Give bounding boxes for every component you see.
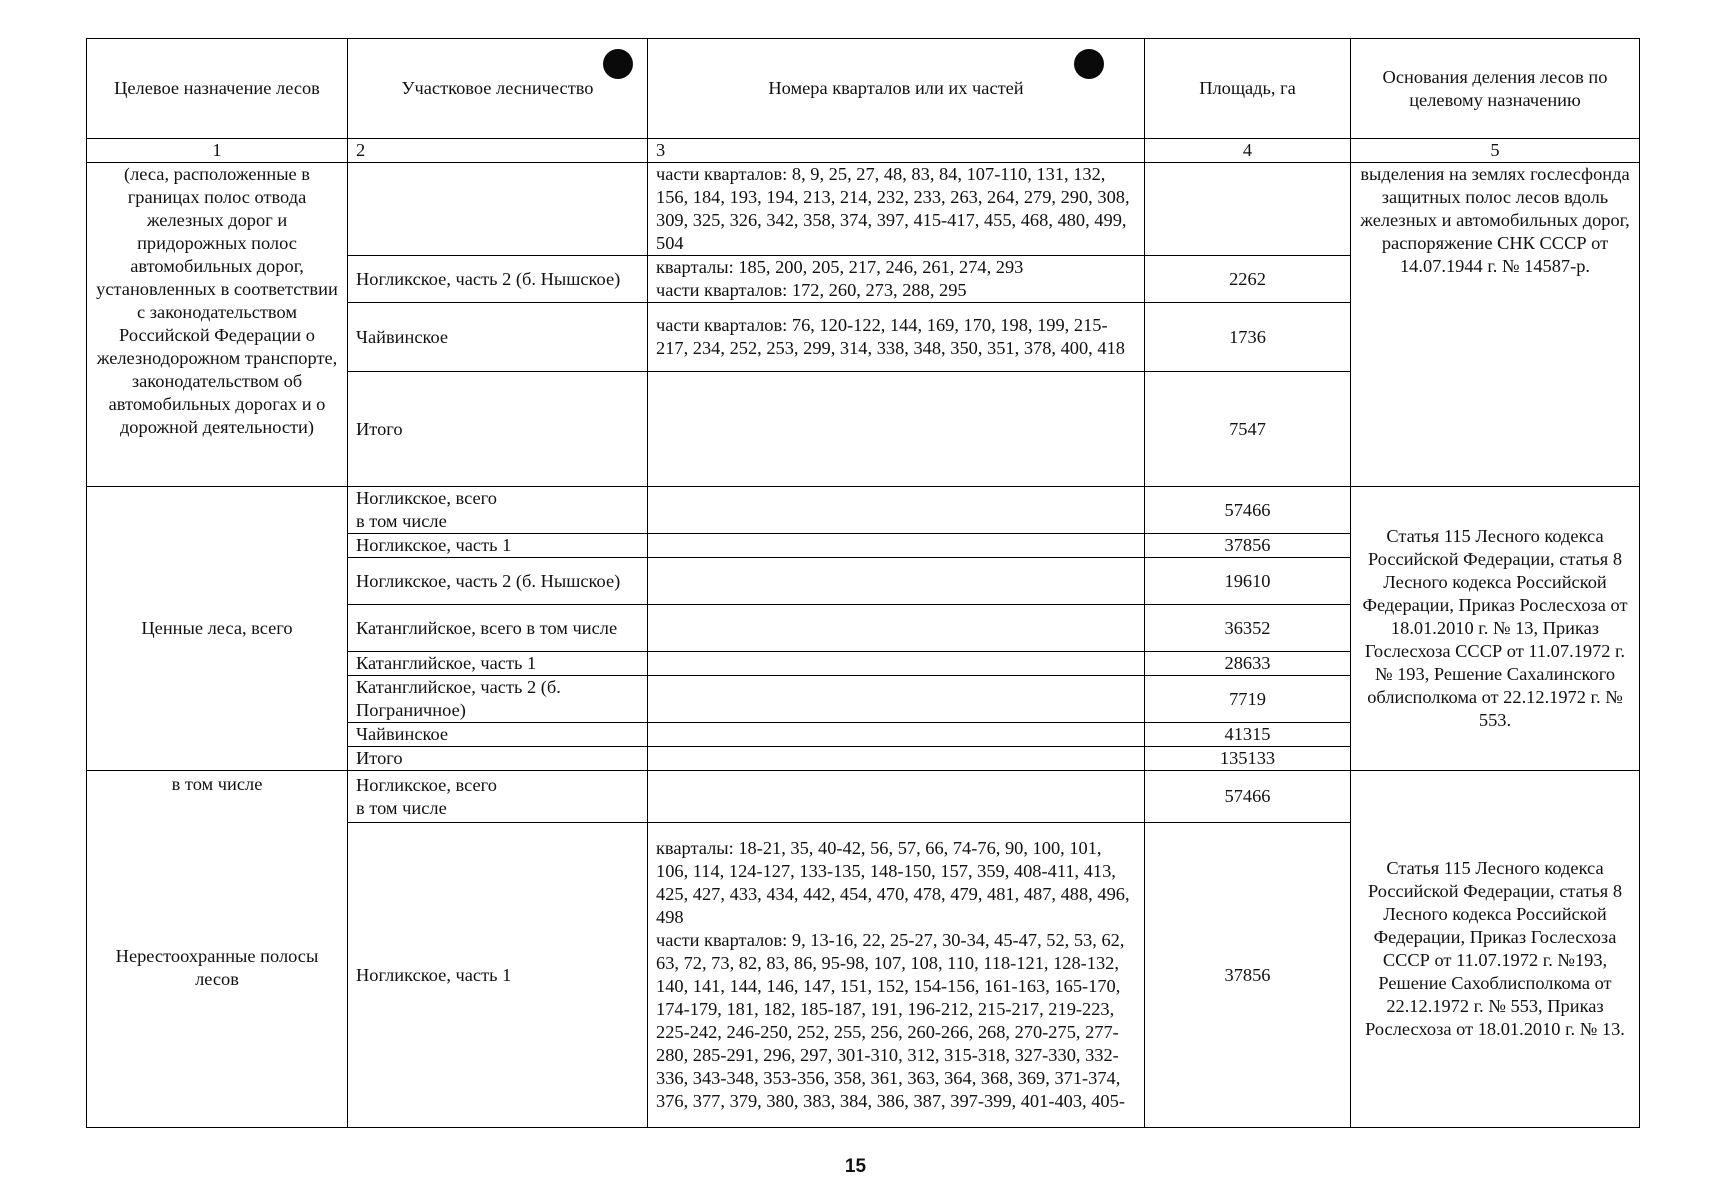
quarters-cell: части кварталов: 8, 9, 25, 27, 48, 83, 84, 107-110, 131, 132, 156, 184, 193, 194, 213, 214, 232, 233, 263, 264, 279, 290, 308, 309, 325, 326, 342, 358, 374, 397, 415-417, 455, 468, 480, 499, 504	[648, 163, 1145, 256]
quarters-cell	[648, 676, 1145, 723]
area-cell: 37856	[1145, 823, 1351, 1128]
quarters-cell	[648, 747, 1145, 771]
quarters-cell	[648, 652, 1145, 676]
area-cell: 57466	[1145, 487, 1351, 534]
header-purpose: Целевое назначение лесов	[87, 39, 348, 139]
forest-purpose-table	[86, 38, 1640, 1128]
table-row	[87, 163, 1640, 256]
quarters-cell	[648, 605, 1145, 652]
quarters-cell	[648, 771, 1145, 823]
header-quarters: Номера кварталов или их частей	[648, 39, 1145, 139]
header-area: Площадь, га	[1145, 39, 1351, 139]
area-cell: 19610	[1145, 558, 1351, 605]
area-cell: 36352	[1145, 605, 1351, 652]
basis-cell-valuable: Статья 115 Лесного кодекса Российской Федерации, статья 8 Лесного кодекса Российской Федерации, Приказ Рослесхоза от 18.01.2010 г. № 13, Приказ Гослесхоза СССР от 11.07.1972 г. № 193, Решение Сахалинского облисполкома от 22.12.1972 г. № 553.	[1351, 487, 1640, 771]
area-cell: 1736	[1145, 303, 1351, 372]
quarters-cell	[648, 372, 1145, 487]
purpose-cell-spawning	[87, 771, 348, 1128]
forestry-cell: Ногликское, часть 1	[348, 534, 648, 558]
purpose-cell-valuable: Ценные леса, всего	[87, 487, 348, 771]
area-cell: 135133	[1145, 747, 1351, 771]
forestry-cell: Катанглийское, часть 1	[348, 652, 648, 676]
quarters-cell	[648, 534, 1145, 558]
forestry-cell: Чайвинское	[348, 303, 648, 372]
area-cell: 41315	[1145, 723, 1351, 747]
forestry-cell: Ногликское, всего в том числе	[348, 487, 648, 534]
area-cell: 57466	[1145, 771, 1351, 823]
table-row	[87, 771, 1640, 823]
quarters-cell: кварталы: 185, 200, 205, 217, 246, 261, 274, 293 части кварталов: 172, 260, 273, 288, 295	[648, 256, 1145, 303]
table-row	[87, 487, 1640, 534]
purpose-cell-roadside: (леса, расположенные в границах полос отвода железных дорог и придорожных полос автомобильных дорог, установленных в соответствии с законодательством Российской Федерации о железнодорожном транспорте, законодательством об автомобильных дорогах и о дорожной деятельности)	[87, 163, 348, 487]
forestry-cell: Катанглийское, всего в том числе	[348, 605, 648, 652]
area-cell: 7547	[1145, 372, 1351, 487]
area-cell: 37856	[1145, 534, 1351, 558]
basis-cell-roadside: выделения на землях гослесфонда защитных полос лесов вдоль железных и автомобильных дорог, распоряжение СНК СССР от 14.07.1944 г. № 14587-р.	[1351, 163, 1640, 487]
header-basis: Основания деления лесов по целевому назначению	[1351, 39, 1640, 139]
forestry-cell: Итого	[348, 372, 648, 487]
forestry-cell: Ногликское, часть 2 (б. Нышское)	[348, 256, 648, 303]
basis-cell-spawning: Статья 115 Лесного кодекса Российской Федерации, статья 8 Лесного кодекса Российской Федерации, Приказ Гослесхоза СССР от 11.07.1972 г. №193, Решение Сахоблисполкома от 22.12.1972 г. № 553, Приказ Рослесхоза от 18.01.2010 г. № 13.	[1351, 771, 1640, 1128]
header-row	[87, 39, 1640, 139]
quarters-cell	[648, 487, 1145, 534]
quarters-cell: кварталы: 18-21, 35, 40-42, 56, 57, 66, 74-76, 90, 100, 101, 106, 114, 124-127, 133-135, 148-150, 157, 359, 408-411, 413, 425, 427, 433, 434, 442, 454, 470, 478, 479, 481, 487, 488, 496, 498 части кварталов: 9, 13-16, 22, 25-27, 30-34, 45-47, 52, 53, 62, 63, 72, 73, 82, 83, 86, 95-98, 107, 108, 110, 118-121, 128-132, 140, 141, 144, 146, 147, 151, 152, 154-156, 161-163, 165-170, 174-179, 181, 182, 185-187, 191, 196-212, 215-217, 219-223, 225-242, 246-250, 252, 255, 256, 260-266, 268, 270-275, 277-280, 285-291, 296, 297, 301-310, 312, 315-318, 327-330, 332-336, 343-348, 353-356, 358, 361, 363, 364, 368, 369, 371-374, 376, 377, 379, 380, 383, 384, 386, 387, 397-399, 401-403, 405-	[648, 823, 1145, 1128]
column-number-3: 3	[648, 139, 1145, 163]
forestry-cell	[348, 163, 648, 256]
header-forestry: Участковое лесничество	[348, 39, 648, 139]
forestry-cell: Чайвинское	[348, 723, 648, 747]
column-number-row	[87, 139, 1640, 163]
subheading-in-total: в том числе	[171, 774, 263, 794]
area-cell: 2262	[1145, 256, 1351, 303]
area-cell: 7719	[1145, 676, 1351, 723]
forestry-cell: Ногликское, часть 2 (б. Нышское)	[348, 558, 648, 605]
area-cell: 28633	[1145, 652, 1351, 676]
quarters-cell	[648, 723, 1145, 747]
forestry-cell: Итого	[348, 747, 648, 771]
quarters-cell	[648, 558, 1145, 605]
forestry-cell: Катанглийское, часть 2 (б. Пограничное)	[348, 676, 648, 723]
purpose-spawning-label: Нерестоохранные полосы лесов	[115, 946, 319, 989]
column-number-1: 1	[87, 139, 348, 163]
forestry-cell: Ногликское, часть 1	[348, 823, 648, 1128]
column-number-4: 4	[1145, 139, 1351, 163]
column-number-2: 2	[348, 139, 648, 163]
area-cell	[1145, 163, 1351, 256]
quarters-cell: части кварталов: 76, 120-122, 144, 169, 170, 198, 199, 215-217, 234, 252, 253, 299, 314, 338, 348, 350, 351, 378, 400, 418	[648, 303, 1145, 372]
column-number-5: 5	[1351, 139, 1640, 163]
forestry-cell: Ногликское, всего в том числе	[348, 771, 648, 823]
page-number: 15	[844, 1156, 867, 1177]
